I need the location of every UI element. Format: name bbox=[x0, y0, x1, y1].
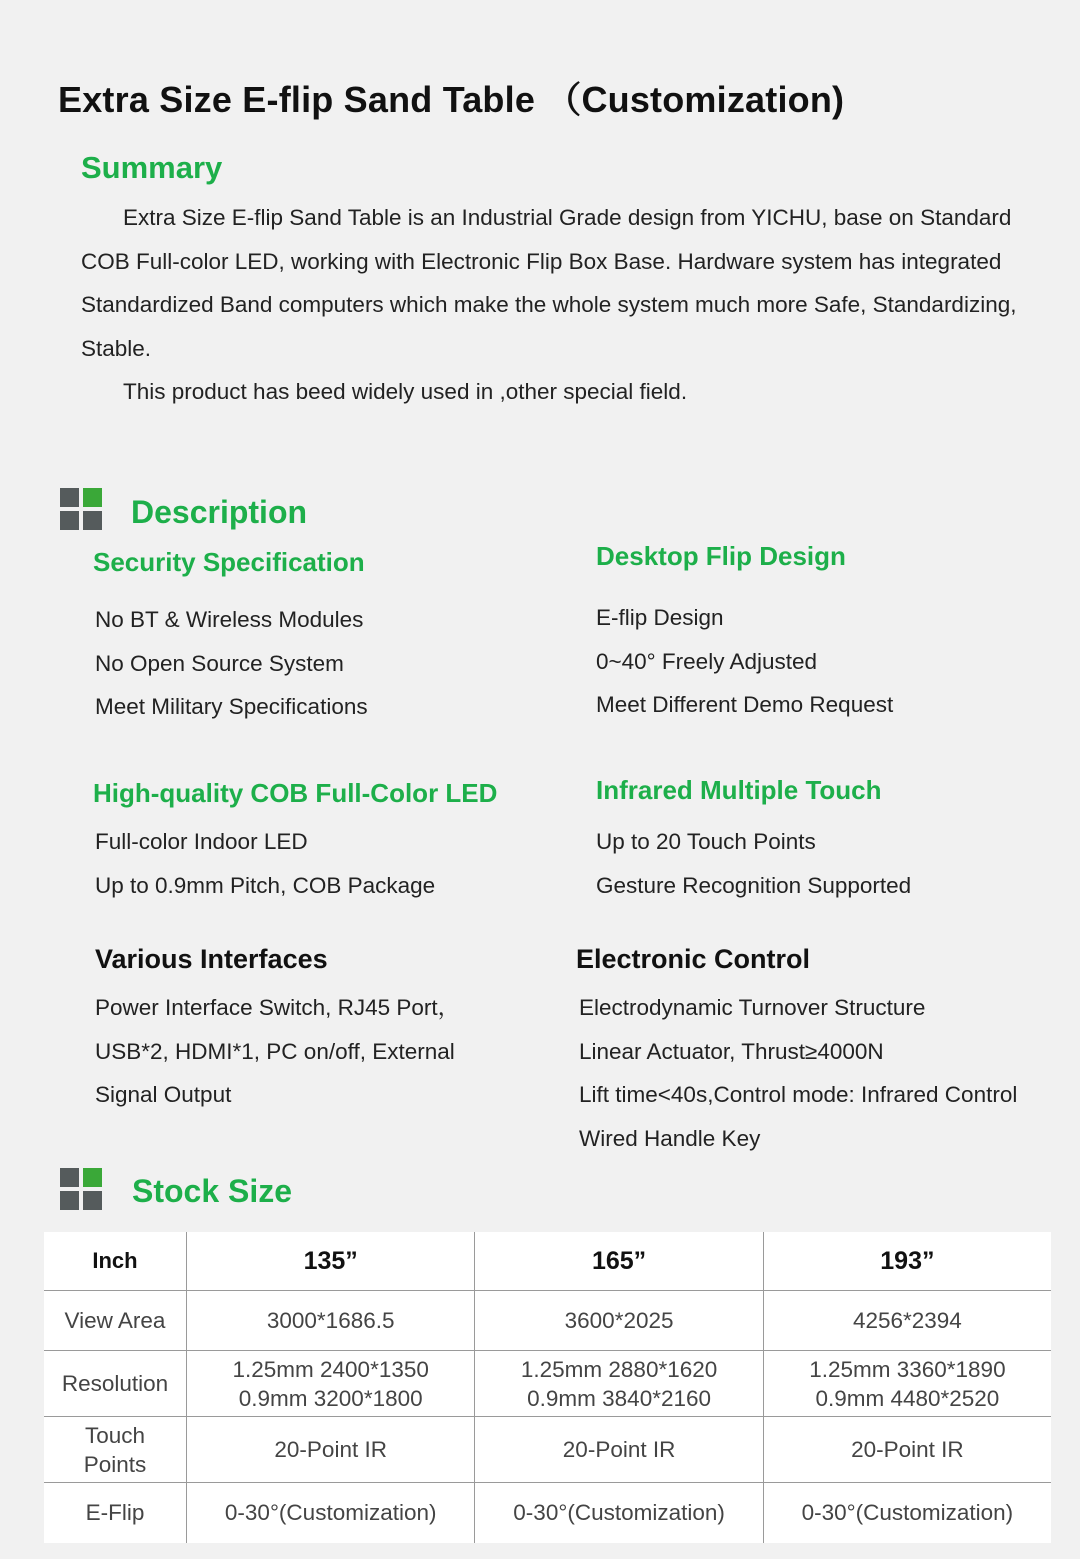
feature-item: Signal Output bbox=[95, 1082, 232, 1107]
page-title: Extra Size E-flip Sand Table （Customization) bbox=[58, 79, 845, 120]
table-row bbox=[44, 1291, 1051, 1351]
row-label: E-Flip bbox=[44, 1483, 187, 1543]
summary-body bbox=[81, 196, 1031, 414]
feature-item: No Open Source System bbox=[95, 650, 344, 676]
feature-title: Infrared Multiple Touch bbox=[596, 775, 882, 805]
table-header-row bbox=[44, 1232, 1051, 1291]
feature-item: USB*2, HDMI*1, PC on/off, External bbox=[95, 1038, 455, 1064]
feature-item: E-flip Design bbox=[596, 605, 724, 630]
table-cell: 20-Point IR bbox=[187, 1417, 475, 1483]
feature-title: Electronic Control bbox=[576, 944, 811, 974]
cell-line: 1.25mm 3360*1890 bbox=[809, 1356, 1006, 1382]
feature-item: Up to 0.9mm Pitch, COB Package bbox=[95, 872, 436, 898]
feature-list bbox=[95, 986, 460, 1117]
feature-item: 0~40° Freely Adjusted bbox=[596, 648, 818, 674]
table-cell: 20-Point IR bbox=[763, 1417, 1051, 1483]
column-header: Inch bbox=[44, 1232, 187, 1291]
feature-item: Linear Actuator, Thrust≥4000N bbox=[579, 1038, 884, 1064]
summary-heading: Summary bbox=[81, 150, 223, 185]
row-label-line: Touch bbox=[84, 1422, 146, 1448]
row-label: Resolution bbox=[44, 1351, 187, 1417]
feature-item: Full-color Indoor LED bbox=[95, 829, 308, 854]
column-header: 165” bbox=[475, 1232, 763, 1291]
cell-line: 0.9mm 4480*2520 bbox=[815, 1385, 1000, 1411]
feature-item: Wired Handle Key bbox=[579, 1125, 761, 1151]
feature-item: Lift time<40s,Control mode: Infrared Control bbox=[579, 1082, 1018, 1107]
table-row bbox=[44, 1417, 1051, 1483]
feature-title: Various Interfaces bbox=[95, 944, 328, 974]
table-cell bbox=[187, 1351, 475, 1417]
table-row bbox=[44, 1483, 1051, 1543]
row-label bbox=[44, 1417, 187, 1483]
feature-list bbox=[95, 820, 435, 907]
table-cell: 3000*1686.5 bbox=[187, 1291, 475, 1351]
cell-line: 0.9mm 3200*1800 bbox=[238, 1385, 423, 1411]
table-cell: 3600*2025 bbox=[475, 1291, 763, 1351]
table-cell bbox=[763, 1351, 1051, 1417]
summary-paragraph: Extra Size E-flip Sand Table is an Industrial Grade design from YICHU, base on Standard COB Full-color LED, working with Electronic Flip Box Base. Hardware system has integrated Standardized Band computers which make the whole system much more Safe, Standardizing, Stable. bbox=[81, 205, 1017, 361]
feature-title: Security Specification bbox=[93, 547, 365, 577]
stock-size-table bbox=[44, 1232, 1051, 1543]
cell-line: 0.9mm 3840*2160 bbox=[527, 1385, 712, 1411]
row-label-line: Points bbox=[83, 1451, 147, 1477]
table-row bbox=[44, 1351, 1051, 1417]
cell-line: 1.25mm 2880*1620 bbox=[520, 1356, 718, 1382]
table-cell bbox=[475, 1351, 763, 1417]
feature-item: Power Interface Switch, RJ45 Port， bbox=[95, 995, 461, 1020]
feature-list bbox=[596, 820, 911, 907]
description-heading: Description bbox=[131, 494, 308, 530]
table-cell: 0-30°(Customization) bbox=[763, 1483, 1051, 1543]
feature-item: Electrodynamic Turnover Structure bbox=[579, 995, 926, 1020]
feature-title: Desktop Flip Design bbox=[596, 541, 846, 571]
feature-item: Gesture Recognition Supported bbox=[596, 872, 912, 898]
feature-title: High-quality COB Full-Color LED bbox=[93, 778, 498, 808]
grid-icon bbox=[60, 1168, 102, 1210]
table-cell: 0-30°(Customization) bbox=[475, 1483, 763, 1543]
feature-item: Up to 20 Touch Points bbox=[596, 829, 816, 854]
stock-size-heading: Stock Size bbox=[132, 1173, 293, 1209]
feature-item: Meet Military Specifications bbox=[95, 694, 368, 719]
column-header: 193” bbox=[763, 1232, 1051, 1291]
table-cell: 0-30°(Customization) bbox=[187, 1483, 475, 1543]
table-cell: 20-Point IR bbox=[475, 1417, 763, 1483]
cell-line: 1.25mm 2400*1350 bbox=[232, 1356, 429, 1382]
feature-list bbox=[579, 986, 1017, 1160]
feature-list bbox=[95, 598, 368, 729]
summary-paragraph: This product has beed widely used in ,other special field. bbox=[123, 379, 688, 404]
column-header: 135” bbox=[187, 1232, 475, 1291]
feature-item: Meet Different Demo Request bbox=[596, 692, 894, 717]
feature-list bbox=[596, 596, 893, 727]
grid-icon bbox=[60, 488, 102, 530]
table-cell: 4256*2394 bbox=[763, 1291, 1051, 1351]
feature-item: No BT & Wireless Modules bbox=[95, 607, 364, 632]
row-label: View Area bbox=[44, 1291, 187, 1351]
